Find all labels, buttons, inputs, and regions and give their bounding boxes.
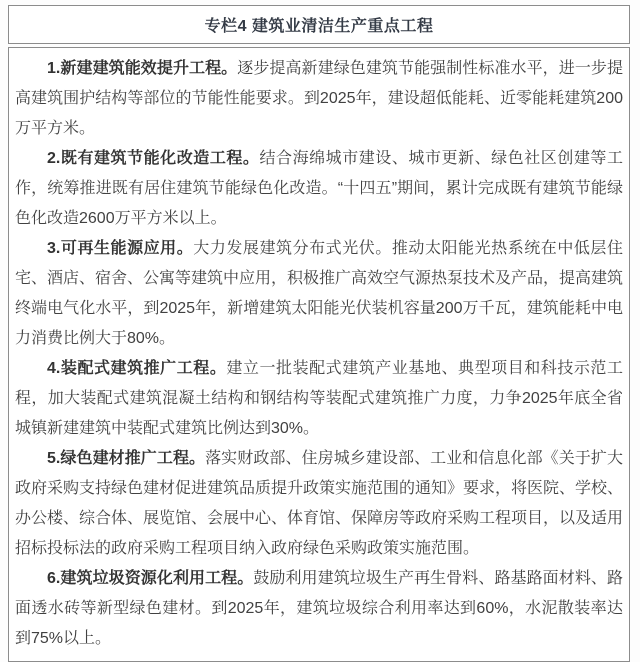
paragraph-5-heading: 5.绿色建材推广工程。 — [47, 450, 206, 467]
paragraph-6 — [15, 564, 623, 654]
paragraph-3 — [15, 234, 623, 354]
paragraph-2 — [15, 144, 623, 234]
panel-title-box — [8, 5, 630, 44]
paragraph-5-text: 落实财政部、住房城乡建设部、工业和信息化部《关于扩大政府采购支持绿色建材促进建筑品质提升政策实施范围的通知》要求，将医院、学校、办公楼、综合体、展览馆、会展中心、体育馆、保障房等政府采购工程项目，以及适用招标投标法的政府采购工程项目纳入政府绿色采购政策实施范围。 — [15, 450, 624, 557]
document-panel — [8, 5, 630, 662]
paragraph-6-heading: 6.建筑垃圾资源化利用工程。 — [47, 570, 254, 587]
paragraph-4-text: 建立一批装配式建筑产业基地、典型项目和科技示范工程，加大装配式建筑混凝土结构和钢结构等装配式建筑推广力度，力争2025年底全省城镇新建建筑中装配式建筑比例达到30%。 — [15, 360, 623, 437]
paragraph-5 — [15, 444, 623, 564]
paragraph-2-heading: 2.既有建筑节能化改造工程。 — [47, 150, 260, 167]
paragraph-4 — [15, 354, 623, 444]
panel-body — [8, 47, 630, 662]
paragraph-3-heading: 3.可再生能源应用。 — [47, 240, 194, 257]
paragraph-2-text: 结合海绵城市建设、城市更新、绿色社区创建等工作，统筹推进既有居住建筑节能绿色化改造。“十四五”期间，累计完成既有建筑节能绿色化改造2600万平方米以上。 — [15, 150, 623, 227]
paragraph-1-text: 逐步提高新建绿色建筑节能强制性标准水平，进一步提高建筑围护结构等部位的节能性能要求。到2025年，建设超低能耗、近零能耗建筑200万平方米。 — [15, 60, 623, 137]
panel-title: 专栏4 建筑业清洁生产重点工程 — [204, 18, 434, 35]
paragraph-4-heading: 4.装配式建筑推广工程。 — [47, 360, 227, 377]
paragraph-1-heading: 1.新建建筑能效提升工程。 — [47, 60, 238, 77]
paragraph-3-text: 大力发展建筑分布式光伏。推动太阳能光热系统在中低层住宅、酒店、宿舍、公寓等建筑中应用，积极推广高效空气源热泵技术及产品，提高建筑终端电气化水平，到2025年，新增建筑太阳能光伏装机容量200万千瓦，建筑能耗中电力消费比例大于80%。 — [15, 240, 624, 347]
paragraph-1 — [15, 54, 623, 144]
paragraph-6-text: 鼓励利用建筑垃圾生产再生骨料、路基路面材料、路面透水砖等新型绿色建材。到2025年，建筑垃圾综合利用率达到60%，水泥散装率达到75%以上。 — [15, 570, 623, 647]
